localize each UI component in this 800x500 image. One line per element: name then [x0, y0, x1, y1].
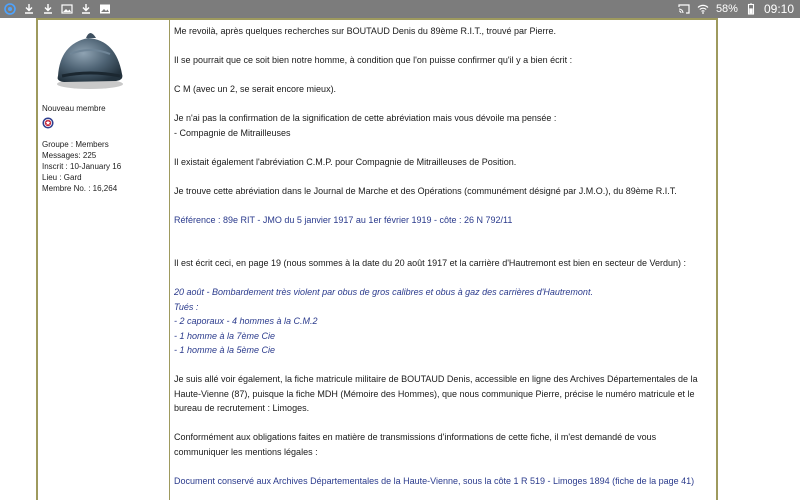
download-icon — [23, 3, 35, 15]
jmo-quote — [174, 285, 714, 358]
post-paragraph: Je suis allé voir également, la fiche matricule militaire de BOUTAUD Denis, accessible en ligne des Archives Départementales de la — [174, 374, 698, 384]
battery-percentage: 58% — [715, 3, 738, 15]
image-icon — [61, 3, 73, 15]
post-paragraph: bureau de recrutement : Limoges. — [174, 403, 310, 413]
cast-icon — [678, 3, 690, 15]
gallery-icon — [99, 3, 111, 15]
post-paragraph: Je n'ai pas la confirmation de la signification de cette abréviation mais vous dévoile ma pensée : — [174, 113, 557, 123]
post-author-panel — [38, 20, 170, 500]
post-paragraph: communiquer les mentions légales : — [174, 446, 318, 457]
android-status-bar — [0, 0, 800, 18]
post-paragraph: Il existait également l'abréviation C.M.P. pour Compagnie de Mitrailleuses de Position. — [174, 156, 517, 167]
quote-line: - 2 caporaux - 4 hommes à la C.M.2 — [174, 316, 318, 326]
member-details — [42, 139, 169, 194]
member-join-date: Inscrit : 10-January 16 — [42, 162, 122, 171]
quote-line: 20 août - Bombardement très violent par obus de gros calibres et obus à gaz des carrières d'Hautremont. — [174, 287, 593, 297]
battery-icon — [745, 3, 757, 15]
member-post-count: Messages: 225 — [42, 151, 97, 160]
post-paragraph: Je trouve cette abréviation dans le Journal de Marche et des Opérations (communément désigné par J.M.O.), du 89ème R.I.T. — [174, 185, 677, 196]
avatar[interactable] — [50, 24, 130, 92]
member-number: Membre No. : 16,264 — [42, 184, 118, 193]
forum-post — [36, 18, 718, 500]
post-paragraph: Haute-Vienne (87), puisque la fiche MDH (Mémoire des Hommes), que nous communique Pierre, précise le numéro matricule et le — [174, 388, 695, 399]
status-bar-system-icons — [678, 2, 794, 16]
legal-mention: Document conservé aux Archives Départementales de la Haute-Vienne, sous la côte 1 R 519 - Limoges 1894 (fiche de la page 41) — [174, 475, 695, 486]
quote-line: Tués : — [174, 301, 199, 312]
member-rank: Nouveau membre — [42, 104, 106, 113]
post-paragraph: Il se pourrait que ce soit bien notre homme, à condition que l'on puisse confirmer qu'il y a bien écrit : — [174, 55, 573, 65]
member-location: Lieu : Gard — [42, 173, 82, 182]
quote-line: - 1 homme à la 5ème Cie — [174, 345, 276, 355]
quote-line: - 1 homme à la 7ème Cie — [174, 330, 276, 341]
status-bar-notification-icons — [4, 3, 111, 15]
download-icon — [80, 3, 92, 15]
post-body — [174, 24, 714, 488]
forum-page — [0, 18, 800, 500]
post-paragraph: Il est écrit ceci, en page 19 (nous sommes à la date du 20 août 1917 et la carrière d'Hautremont est bien en secteur de Verdun) : — [174, 258, 687, 268]
member-group: Groupe : Members — [42, 140, 109, 149]
post-paragraph: C M (avec un 2, se serait encore mieux). — [174, 84, 337, 94]
reference-line: Référence : 89e RIT - JMO du 5 janvier 1917 au 1er février 1919 - côte : 26 N 792/11 — [174, 214, 513, 225]
post-paragraph: - Compagnie de Mitrailleuses — [174, 127, 291, 138]
post-paragraph: Conformément aux obligations faites en matière de transmissions d'informations de cette fiche, il m'est demandé de vous — [174, 432, 657, 442]
rank-star-icon — [42, 117, 54, 129]
clock: 09:10 — [763, 2, 794, 16]
post-paragraph: Me revoilà, après quelques recherches sur BOUTAUD Denis du 89ème R.I.T., trouvé par Pierre. — [174, 26, 556, 36]
download-icon — [42, 3, 54, 15]
wifi-icon — [697, 3, 709, 15]
app-icon — [4, 3, 16, 15]
